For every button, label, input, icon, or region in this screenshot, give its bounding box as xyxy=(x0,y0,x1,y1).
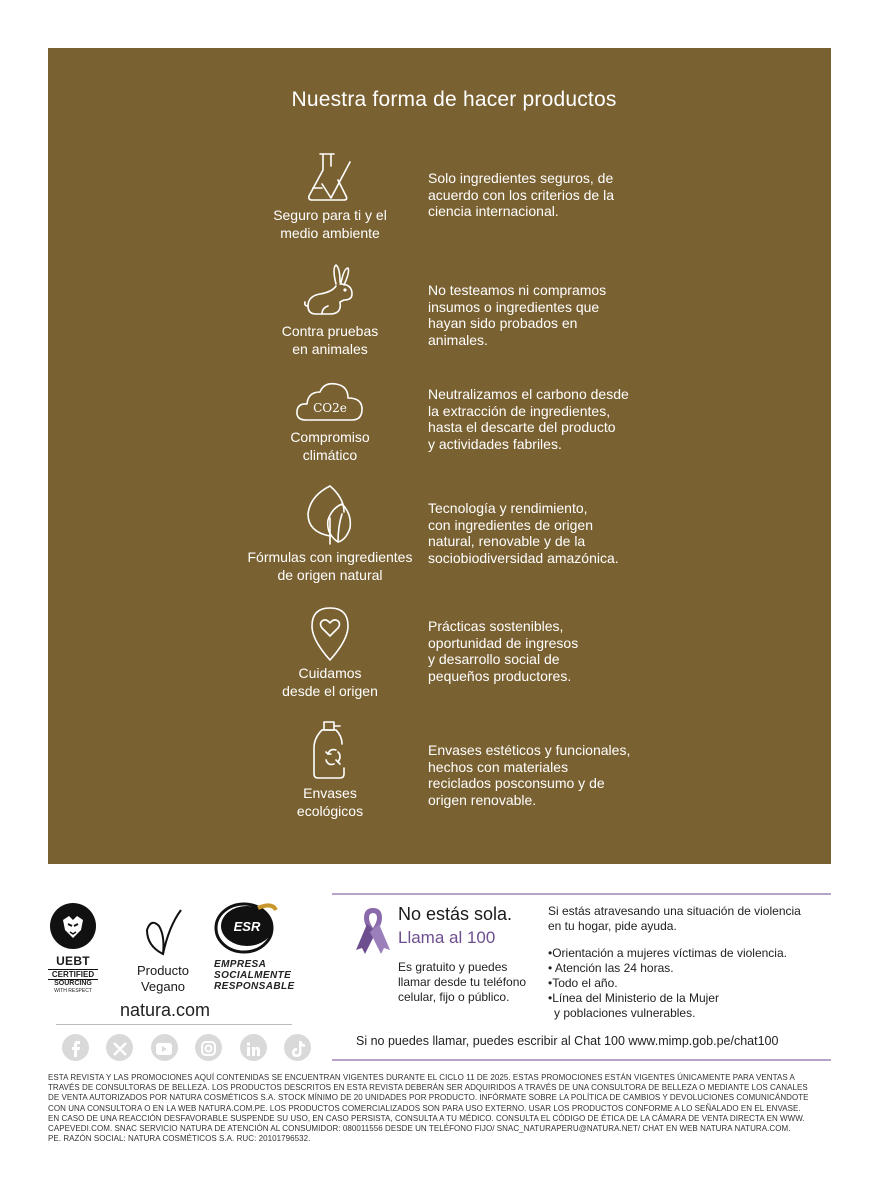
vegan-leaf-icon xyxy=(141,906,185,958)
feature-description: Prácticas sostenibles, oportunidad de ingresos y desarrollo social de pequeños productores. xyxy=(428,618,579,684)
svg-text:ESR: ESR xyxy=(233,919,261,934)
certification-logos xyxy=(44,896,304,996)
feature-label: Envases ecológicos xyxy=(296,785,364,819)
feature-label: Cuidamos desde el origen xyxy=(282,665,378,699)
feature-label: Contra pruebas en animales xyxy=(281,323,379,357)
feature-description: Envases estéticos y funcionales, hechos con materiales reciclados posconsumo y de origen renovable. xyxy=(428,742,631,808)
instagram-icon[interactable] xyxy=(195,1034,222,1061)
uebt-seal-icon xyxy=(49,902,97,950)
feature-description: Tecnología y rendimiento, con ingredientes de origen natural, renovable y de la sociobiodiversidad amazónica. xyxy=(428,500,619,566)
feature-description: Neutralizamos el carbono desde la extracción de ingredientes, hasta el descarte del producto y actividades fabriles. xyxy=(428,386,629,452)
social-links xyxy=(62,1034,324,1061)
facebook-icon[interactable] xyxy=(62,1034,89,1061)
x-icon[interactable] xyxy=(106,1034,133,1061)
esr-logo: ESR EMPRESA SOCIALMENTE RESPONSABLE xyxy=(214,900,304,992)
recycle-bottle-icon xyxy=(300,718,360,774)
helpline-chat-text: Si no puedes llamar, puedes escribir al Chat 100 www.mimp.gob.pe/chat100 xyxy=(356,1034,779,1048)
helpline-call: Llama al 100 xyxy=(398,928,496,947)
divider xyxy=(56,1024,292,1025)
cloud-co2-icon xyxy=(292,378,368,434)
helpline-bullets: •Orientación a mujeres víctimas de violencia. • Atención las 24 horas. •Todo el año. •Línea del Ministerio de la Mujer y poblaciones vulnerables. xyxy=(548,946,787,1020)
linkedin-icon[interactable] xyxy=(240,1034,267,1061)
feature-description: Solo ingredientes seguros, de acuerdo con los criterios de la ciencia internacional. xyxy=(428,170,614,219)
helpline-free-text: Es gratuito y puedes llamar desde tu teléfono celular, fijo o público. xyxy=(398,960,527,1004)
feature-description: No testeamos ni compramos insumos o ingredientes que hayan sido probados en animales. xyxy=(428,282,607,348)
helpline-bottom-rule xyxy=(332,1059,831,1061)
svg-text:CO2e: CO2e xyxy=(313,401,347,415)
helpline-intro: Si estás atravesando una situación de violencia en tu hogar, pide ayuda. xyxy=(548,904,801,933)
flask-check-icon xyxy=(300,150,360,206)
helpline-top-rule xyxy=(332,893,831,895)
leaf-icon xyxy=(300,484,360,540)
rabbit-icon xyxy=(300,262,360,318)
website-link[interactable]: natura.com xyxy=(120,1000,211,1020)
awareness-ribbon-icon xyxy=(354,904,392,961)
esr-badge-icon xyxy=(214,900,278,954)
heart-pin-icon xyxy=(300,604,360,660)
feature-label: Compromiso climático xyxy=(290,429,370,463)
feature-label: Fórmulas con ingredientes de origen natural xyxy=(247,549,413,583)
panel-title: Nuestra forma de hacer productos xyxy=(291,88,617,111)
helpline-headline: No estás sola. xyxy=(398,904,513,924)
feature-label: Seguro para ti y el medio ambiente xyxy=(273,207,387,241)
vegan-logo: Producto Vegano xyxy=(128,906,198,995)
youtube-icon[interactable] xyxy=(151,1034,178,1061)
legal-disclaimer: ESTA REVISTA Y LAS PROMOCIONES AQUÍ CONTENIDAS SE ENCUENTRAN VIGENTES DURANTE EL CICLO 11 DE 2025. ESTAS PROMOCIONES ESTÁN VIGENTES ÚNICAMENTE PARA VENTAS A TRAVÉS DE CONSULTORAS DE BELLEZA. LOS PRODUCTOS DESCRITOS EN ESTA REVISTA DEBERÁN SER ADQUIRIDOS A TRAVÉS DE UNA CONSULTORA DE BELLEZA O MEDIANTE LOS CANALES DE VENTA AUTORIZADOS POR NATURA COSMÉTICOS S.A. STOCK MÍNIMO DE 20 UNIDADES POR PRODUCTO. INFÓRMATE SOBRE LA POLÍTICA DE CAMBIOS Y DEVOLUCIONES COMUNICÁNDOTE CON UNA CONSULTORA O EN LA WEB NATURA.COM.PE. LOS PRODUCTOS COMERCIALIZADOS SON PARA USO EXTERNO. USAR LOS PRODUCTOS CONFORME A LO SEÑALADO EN EL ENVASE. EN CASO DE UNA REACCIÓN DESFAVORABLE SUSPENDE SU USO, EN CASO PERSISTA, CONSULTA A TU MÉDICO. CONSULTA EL CÓDIGO DE ÉTICA DE LA CÁMARA DE VENTA DIRECTA EN WWW. CAPEVEDI.COM. SNAC SERVICIO NATURA DE ATENCIÓN AL CONSUMIDOR: 080011556 DESDE UN TELÉFONO FIJO/ SNAC_NATURAPERU@NATURA.NET/ CHAT EN WEB NATURA NATURA.COM. PE. RAZÓN SOCIAL: NATURA COSMÉTICOS S.A. RUC: 20101796532. xyxy=(48,1073,809,1144)
tiktok-icon[interactable] xyxy=(284,1034,311,1061)
uebt-logo: UEBT CERTIFIED SOURCING WITH RESPECT xyxy=(48,902,98,994)
